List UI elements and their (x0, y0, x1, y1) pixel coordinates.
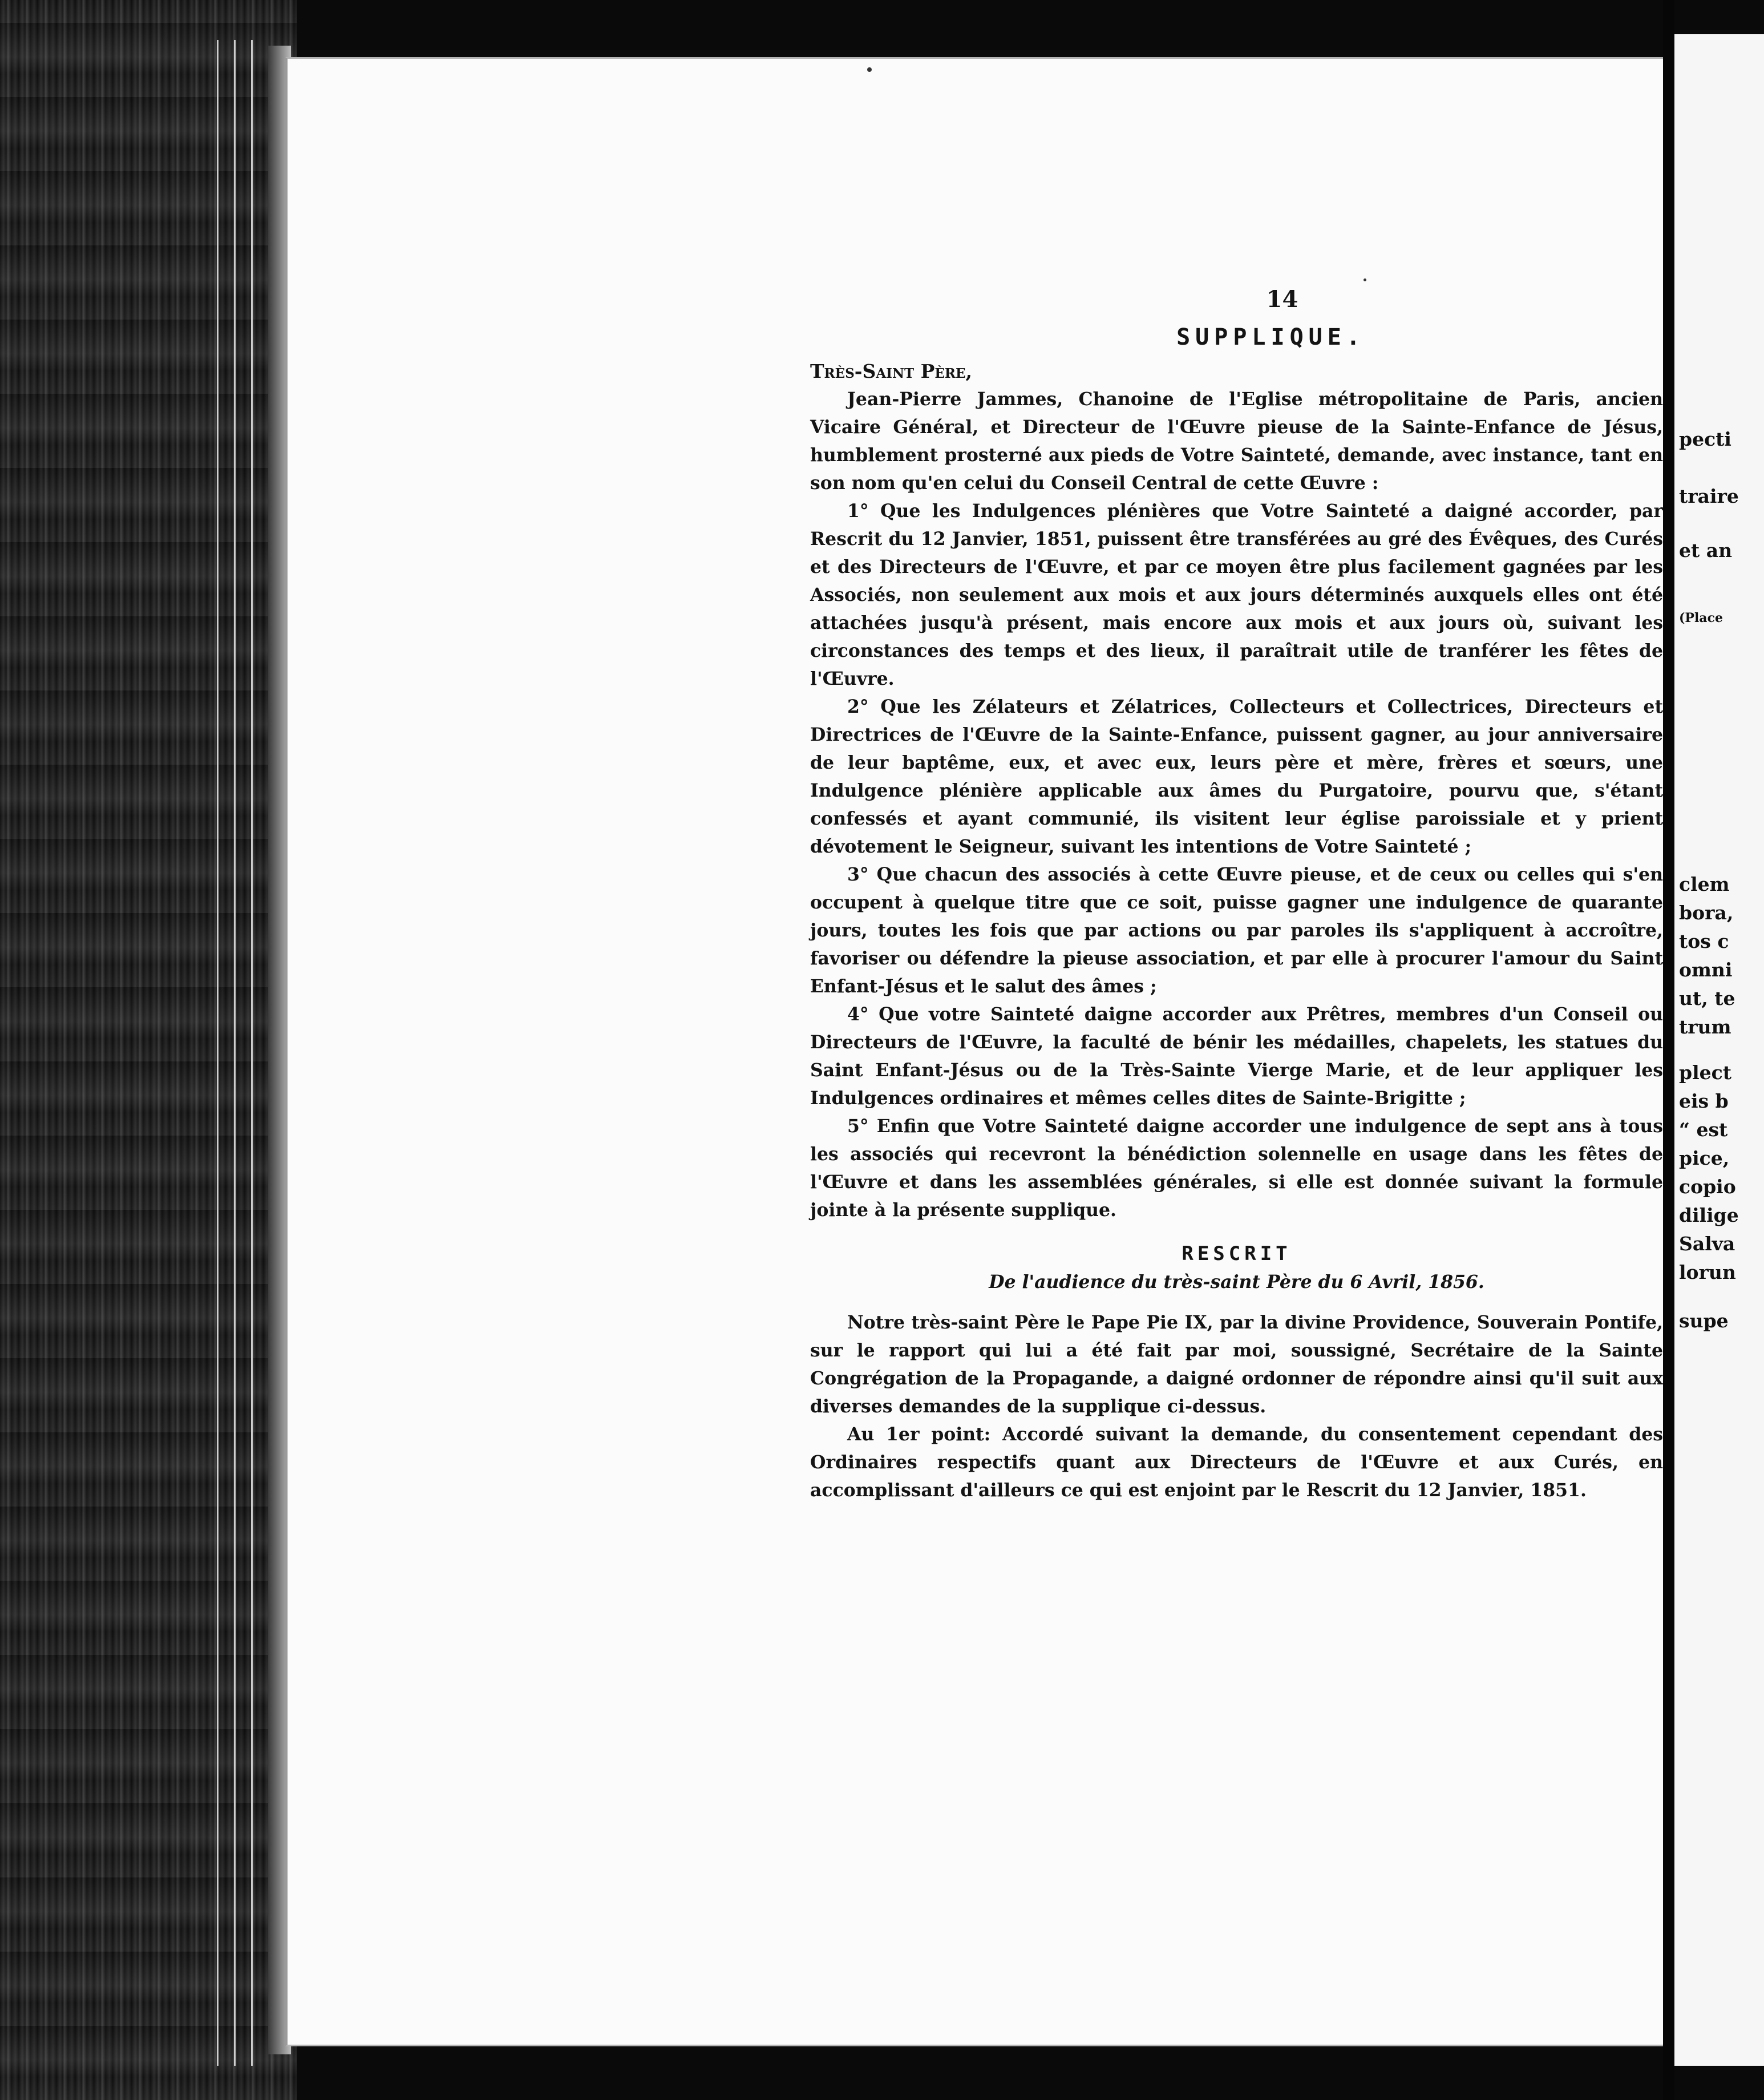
rescrit-heading: RESCRIT (1182, 1242, 1292, 1265)
facing-page-fragment: bora, (1679, 902, 1734, 924)
salutation: Très-Saint Père, (810, 360, 973, 382)
facing-page-fragment: Salva (1679, 1233, 1735, 1255)
facing-page-fragment: ut, te (1679, 987, 1735, 1009)
rescrit-subtitle: De l'audience du très-saint Père du 6 Avril, 1856. (989, 1271, 1484, 1293)
facing-page-fragment: tos c (1679, 930, 1729, 952)
facing-page-fragment: plect (1679, 1061, 1731, 1084)
facing-page-fragment: et an (1679, 539, 1733, 562)
facing-page-fragment: (Place (1679, 611, 1723, 625)
facing-page-fragment: “ est (1679, 1118, 1728, 1141)
page-edge-line (234, 40, 236, 2066)
page-gutter (1663, 0, 1674, 2100)
facing-page-fragment: pice, (1679, 1147, 1730, 1169)
paragraph: Notre très-saint Père le Pape Pie IX, par la divine Providence, Souverain Pontife, sur le rapport qui lui a été fait par moi, soussigné, Secrétaire de la Sainte Congrégation de la Propagande, a daigné ordonner de répondre ainsi qu'il suit aux diverses demandes de la supplique ci-dessus. (810, 1312, 1663, 1417)
text-column (810, 285, 1663, 1504)
facing-page-fragment: omni (1679, 959, 1733, 981)
facing-page-fragment: copio (1679, 1176, 1736, 1198)
page-heading: SUPPLIQUE. (1176, 324, 1365, 350)
paragraph: Jean-Pierre Jammes, Chanoine de l'Eglise métropolitaine de Paris, ancien Vicaire Général, et Directeur de l'Œuvre pieuse de la Sainte-Enfance de Jésus, humblement prosterné aux pieds de Votre Sainteté, demande, avec instance, tant en son nom qu'en celui du Conseil Central de cette Œuvre : (810, 389, 1663, 494)
paragraph: 2° Que les Zélateurs et Zélatrices, Collecteurs et Collectrices, Directeurs et Directrices de l'Œuvre de la Sainte-Enfance, puissent gagner, au jour anniversaire de leur baptême, eux, et avec eux, leurs père et mère, frères et sœurs, une Indulgence plénière applicable aux âmes du Purgatoire, pourvu que, s'étant confessés et ayant communié, ils visitent leur église paroissiale et y prient dévotement le Seigneur, suivant les intentions de Votre Sainteté ; (810, 696, 1663, 857)
facing-page-fragment: clem (1679, 873, 1730, 895)
facing-page-fragment: traire (1679, 485, 1739, 507)
facing-page-fragment: supe (1679, 1310, 1729, 1332)
facing-page-fragment: lorun (1679, 1261, 1736, 1283)
page-edge-line (251, 40, 253, 2066)
facing-page-fragment: eis b (1679, 1090, 1729, 1112)
paragraph: 5° Enfin que Votre Sainteté daigne accorder une indulgence de sept ans à tous les associés qui recevront la bénédiction solennelle en usage dans les fêtes de l'Œuvre et dans les assemblées générales, si elle est donnée suivant la formule jointe à la présente supplique. (810, 1116, 1663, 1221)
facing-page-fragment: trum (1679, 1016, 1731, 1038)
paragraph: 4° Que votre Sainteté daigne accorder aux Prêtres, membres d'un Conseil ou Directeurs de l'Œuvre, la faculté de bénir les médailles, chapelets, les statues du Saint Enfant-Jésus ou de la Très-Sainte Vierge Marie, et de leur appliquer les Indulgences ordinaires et mêmes celles dites de Sainte-Brigitte ; (810, 1004, 1663, 1109)
paragraph: 1° Que les Indulgences plénières que Votre Sainteté a daigné accorder, par Rescrit du 12 Janvier, 1851, puissent être transférées au gré des Évêques, des Curés et des Directeurs de l'Œuvre, et par ce moyen être plus facilement gagnées par les Associés, non seulement aux mois et aux jours déterminés auxquels elles ont été attachées jusqu'à présent, mais encore aux mois et aux jours où, suivant les circonstances des temps et des lieux, il paraîtrait utile de tranférer les fêtes de l'Œuvre. (810, 500, 1663, 689)
paragraph: Au 1er point: Accordé suivant la demande, du consentement cependant des Ordinaires respectifs quant aux Directeurs de l'Œuvre et aux Curés, en accomplissant d'ailleurs ce qui est enjoint par le Rescrit du 12 Janvier, 1851. (810, 1424, 1663, 1501)
facing-page (1674, 34, 1764, 2066)
scan-speck (867, 67, 872, 72)
facing-page-fragment: dilige (1679, 1204, 1739, 1226)
page-edge-line (217, 40, 219, 2066)
page-number: 14 (1266, 286, 1298, 313)
facing-page-fragment: pecti (1679, 428, 1731, 450)
paragraph: 3° Que chacun des associés à cette Œuvre pieuse, et de ceux ou celles qui s'en occupent à quelque titre que ce soit, puisse gagner une indulgence de quarante jours, toutes les fois que par actions ou par paroles ils s'appliquent à accroître, favoriser ou défendre la pieuse association, et par elle à procurer l'amour du Saint Enfant-Jésus et le salut des âmes ; (810, 864, 1663, 997)
scan-speck (1364, 278, 1366, 281)
